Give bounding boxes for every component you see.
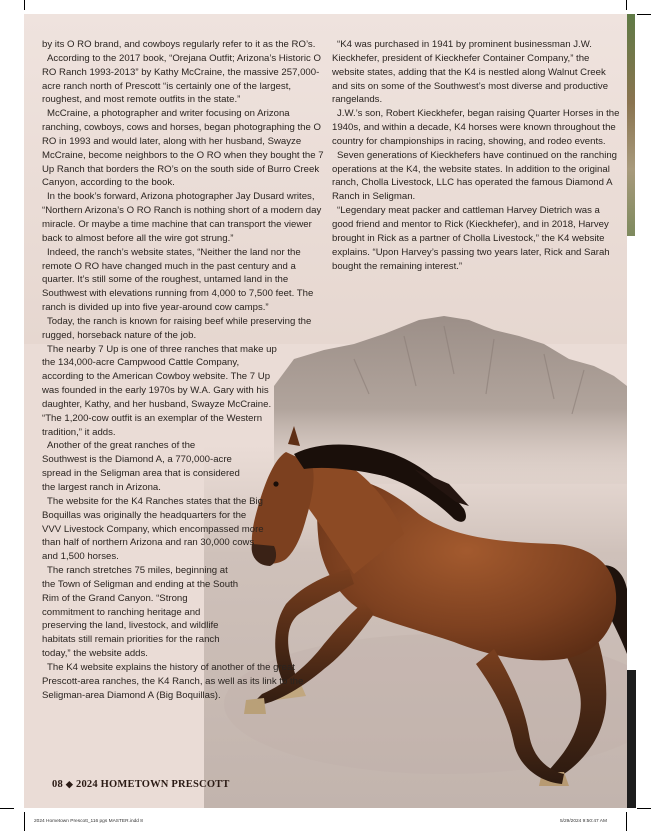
crop-mark xyxy=(637,808,651,809)
paragraph: The website for the K4 Ranches states that the Big Boquillas was originally the headquarters for the VVV Livestock Company, which encompassed more than half of northern Arizona and ran 30,000 cows and 1,500 horses. xyxy=(42,495,264,563)
paragraph: Another of the great ranches of the Southwest is the Diamond A, a 770,000-acre spread in the Seligman area that is considered the largest ranch in Arizona. xyxy=(42,440,240,493)
print-slug-timestamp: 5/29/2024 9:50:47 AM xyxy=(560,819,607,824)
crop-mark xyxy=(24,812,25,831)
crop-mark xyxy=(626,812,627,831)
paragraph: The ranch stretches 75 miles, beginning at the Town of Seligman and ending at the South Rim of the Grand Canyon. “Strong commitment to ranching heritage and preserving the land, livestock, and wildlife habitats still remain priorities for the ranch today,” the website adds. xyxy=(42,565,239,660)
paragraph: In the book’s forward, Arizona photographer Jay Dusard writes, “Northern Arizona’s O RO Ranch is nothing short of a modern day miracle. Or maybe a time machine that can transport the viewer back to almost before all the wire got strung.” xyxy=(42,191,322,244)
paragraph: “K4 was purchased in 1941 by prominent businessman J.W. Kieckhefer, president of Kieckhefer Container Company,” the website states, adding that the K4 is nestled along Walnut Creek and sits on some of the Southwest’s most diverse and productive rangelands. xyxy=(332,39,609,106)
magazine-page xyxy=(24,14,627,808)
paragraph: The nearby 7 Up is one of three ranches that make up the 134,000-acre Campwood Cattle Company, according to the American Cowboy website. The 7 Up was founded in the early 1970s by W.A. Gary with his daughter, Kathy, and her husband, Swayze McCraine. “The 1,200-cow outfit is an exemplar of the Western tradition,” it adds. xyxy=(42,343,277,438)
diamond-icon: ◆ xyxy=(65,779,74,789)
article-column-right xyxy=(332,38,620,273)
publication-name: 2024 HOMETOWN PRESCOTT xyxy=(76,779,230,790)
adjacent-page-dark-tab xyxy=(627,670,636,808)
paragraph: The K4 website explains the history of another of the great Prescott-area ranches, the K4 Ranch, as well as its link to the Seligman-area Diamond A (Big Boquillas). xyxy=(42,661,304,701)
paragraph: by its O RO brand, and cowboys regularly refer to it as the RO’s. xyxy=(42,39,316,50)
crop-mark xyxy=(626,0,627,10)
crop-mark xyxy=(24,0,25,10)
adjacent-page-photo-strip xyxy=(627,14,635,236)
paragraph: Today, the ranch is known for raising beef while preserving the rugged, horseback nature of the job. xyxy=(42,315,312,341)
page-footer xyxy=(52,779,230,790)
paragraph: Indeed, the ranch’s website states, “Neither the land nor the remote O RO have changed much in the past century and a quarter. It’s still some of the roughest, untamed land in the Southwest with elevations running from 4,000 to 7,500 feet. The ranch is divided up into five year-around cow camps.” xyxy=(42,246,314,314)
paragraph: Seven generations of Kieckhefers have continued on the ranching operations at the K4, the website states. In addition to the original ranch, Cholla Livestock, LLC has operated the famous Diamond A Ranch in Seligman. xyxy=(332,149,618,203)
paragraph: McCraine, a photographer and writer focusing on Arizona ranching, cowboys, cows and horses, began photographing the O RO in 1993 and would later, along with her husband, Swayze McCraine, become neighbors to the O RO when they bought the 7 Up Ranch that borders the RO’s on the south side of Burro Creek Canyon, according to the book. xyxy=(42,108,324,189)
crop-mark xyxy=(0,808,14,809)
print-slug-filename: 2024 Hometown Prescott_116 pgs MASTER.indd 8 xyxy=(34,819,143,824)
article-column-left xyxy=(42,38,324,703)
page-number: 08 xyxy=(52,779,63,790)
crop-mark xyxy=(637,14,651,15)
paragraph: According to the 2017 book, “Orejana Outfit; Arizona’s Historic O RO Ranch 1993-2013” by Kathy McCraine, the massive 257,000-acre ranch north of Prescott “is certainly one of the largest, roughest, and most remote outfits in the state.” xyxy=(42,52,321,106)
paragraph: “Legendary meat packer and cattleman Harvey Dietrich was a good friend and mentor to Rick (Kieckhefer), and in 2018, Harvey brought in Rick as a partner of Cholla Livestock,” the K4 website explains. “Upon Harvey’s passing two years later, Rick and Sarah bought the remaining interest.” xyxy=(332,205,610,272)
paragraph: J.W.’s son, Robert Kieckhefer, began raising Quarter Horses in the 1940s, and within a decade, K4 horses were known throughout the country for championships in racing, showing, and rodeo events. xyxy=(332,108,620,147)
